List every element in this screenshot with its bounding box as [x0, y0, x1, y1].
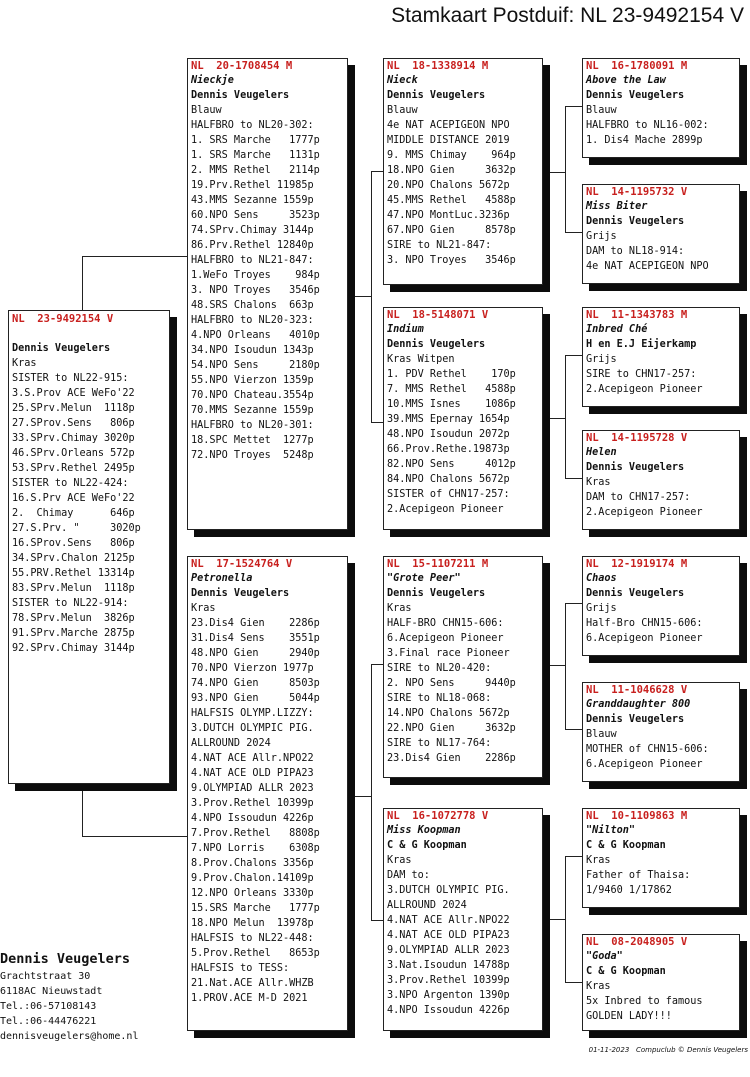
- pedigree-line: 84.NPO Chalons 5672p: [387, 474, 510, 485]
- pedigree-line: 33.SPrv.Chimay 3020p: [12, 433, 135, 444]
- owner-name: Dennis Veugelers: [191, 90, 290, 101]
- name-spacer: [12, 326, 166, 341]
- connector-line: [371, 920, 383, 921]
- pedigree-line: 82.NPO Sens 4012p: [387, 459, 516, 470]
- pedigree-line: Blauw: [586, 105, 617, 116]
- pedigree-line: 5.Prov.Rethel 8653p: [191, 948, 320, 959]
- pedigree-line: 3. NPO Troyes 3546p: [387, 255, 516, 266]
- pedigree-line: HALFSIS to TESS:: [191, 963, 290, 974]
- pedigree-line: Father of Thaisa:: [586, 870, 691, 881]
- connector-line: [543, 418, 565, 419]
- connector-line: [371, 171, 383, 172]
- pigeon-name: Miss Biter: [586, 201, 648, 212]
- pedigree-line: 25.SPrv.Melun 1118p: [12, 403, 135, 414]
- connector-line: [347, 296, 371, 297]
- pedigree-line: 70.MMS Sezanne 1559p: [191, 405, 314, 416]
- pedigree-line: 2. NPO Sens 9440p: [387, 678, 516, 689]
- connector-line: [565, 478, 582, 479]
- owner-name: H en E.J Eijerkamp: [586, 339, 697, 350]
- pigeon-card-mff[interactable]: [582, 556, 740, 656]
- owner-name: Dennis Veugelers: [586, 714, 685, 725]
- owner-name: Dennis Veugelers: [387, 90, 486, 101]
- pedigree-line: Kras: [387, 603, 412, 614]
- breeder-street: Grachtstraat 30: [0, 971, 91, 982]
- pedigree-line: 2. Chimay 646p: [12, 508, 135, 519]
- pedigree-line: HALFBRO to NL20-302:: [191, 120, 314, 131]
- pedigree-line: Grijs: [586, 354, 617, 365]
- connector-line: [543, 665, 565, 666]
- owner-name: Dennis Veugelers: [586, 588, 685, 599]
- pedigree-line: 18.NPO Melun 13978p: [191, 918, 314, 929]
- pedigree-line: 45.MMS Rethel 4588p: [387, 195, 516, 206]
- connector-line: [543, 172, 565, 173]
- pedigree-line: 1. SRS Marche 1777p: [191, 135, 320, 146]
- pigeon-name: "Nilton": [586, 825, 636, 836]
- connector-line: [565, 106, 582, 107]
- breeder-name: Dennis Veugelers: [0, 951, 131, 967]
- pedigree-line: SIRE to NL21-847:: [387, 240, 492, 251]
- pedigree-line: 70.NPO Vierzon 1977p: [191, 663, 314, 674]
- pedigree-line: 2. MMS Rethel 2114p: [191, 165, 320, 176]
- pedigree-line: 46.SPrv.Orleans 572p: [12, 448, 135, 459]
- pedigree-line: Half-Bro CHN15-606:: [586, 618, 703, 629]
- pedigree-line: 1.PROV.ACE M-D 2021: [191, 993, 308, 1004]
- pedigree-line: 60.NPO Sens 3523p: [191, 210, 320, 221]
- pedigree-line: HALFSIS to NL22-448:: [191, 933, 314, 944]
- owner-name: Dennis Veugelers: [387, 339, 486, 350]
- pedigree-line: 1. PDV Rethel 170p: [387, 369, 516, 380]
- pedigree-line: 10.MMS Isnes 1086p: [387, 399, 516, 410]
- pedigree-line: HALFBRO to NL20-301:: [191, 420, 314, 431]
- pedigree-line: 3.DUTCH OLYMPIC PIG.: [387, 885, 510, 896]
- ring-number: NL 17-1524764 V: [191, 558, 293, 570]
- pigeon-card-ffm[interactable]: [582, 184, 740, 284]
- pedigree-line: 2.Acepigeon Pioneer: [387, 504, 504, 515]
- ring-number: NL 11-1046628 V: [586, 684, 688, 696]
- ring-number: NL 23-9492154 V: [12, 313, 114, 325]
- pedigree-line: 6.Acepigeon Pioneer: [586, 759, 703, 770]
- pigeon-card-father-mother[interactable]: [383, 307, 543, 530]
- breeder-city: 6118AC Nieuwstadt: [0, 986, 103, 997]
- ring-number: NL 15-1107211 M: [387, 558, 489, 570]
- connector-line: [565, 603, 566, 730]
- pedigree-line: 4.NPO Issoudun 4226p: [191, 813, 314, 824]
- connector-line: [371, 664, 383, 665]
- page-title: Stamkaart Postduif: NL 23-9492154 V: [391, 4, 744, 27]
- pedigree-line: HALF-BRO CHN15-606:: [387, 618, 504, 629]
- connector-line: [371, 171, 372, 423]
- pedigree-line: 4.NPO Issoudun 4226p: [387, 1005, 510, 1016]
- breeder-phone-1: Tel.:06-57108143: [0, 1001, 97, 1012]
- ring-number: NL 16-1072778 V: [387, 810, 489, 822]
- pedigree-line: 4.NPO Orleans 4010p: [191, 330, 320, 341]
- pedigree-line: 4e NAT ACEPIGEON NPO: [387, 120, 510, 131]
- pedigree-line: 93.NPO Gien 5044p: [191, 693, 320, 704]
- pedigree-line: Grijs: [586, 231, 617, 242]
- pedigree-line: 7.NPO Lorris 6308p: [191, 843, 320, 854]
- owner-name: Dennis Veugelers: [191, 588, 290, 599]
- pigeon-name: Nieckje: [191, 75, 234, 86]
- pedigree-line: Kras Witpen: [387, 354, 455, 365]
- pedigree-line: 5x Inbred to famous: [586, 996, 703, 1007]
- connector-line: [565, 355, 566, 479]
- connector-line: [371, 422, 383, 423]
- pedigree-line: 67.NPO Gien 8578p: [387, 225, 516, 236]
- pedigree-line: ALLROUND 2024: [387, 900, 467, 911]
- pedigree-line: HALFSIS OLYMP.LIZZY:: [191, 708, 314, 719]
- ring-number: NL 10-1109863 M: [586, 810, 688, 822]
- pedigree-line: 92.SPrv.Chimay 3144p: [12, 643, 135, 654]
- connector-line: [565, 355, 582, 356]
- owner-name: Dennis Veugelers: [586, 90, 685, 101]
- pedigree-line: 23.Dis4 Gien 2286p: [191, 618, 320, 629]
- pigeon-card-father[interactable]: [187, 58, 348, 530]
- pigeon-name: Granddaughter 800: [586, 699, 691, 710]
- pigeon-name: Indium: [387, 324, 424, 335]
- pedigree-line: 27.S.Prv. " 3020p: [12, 523, 141, 534]
- connector-line: [565, 856, 582, 857]
- pigeon-card-mmf[interactable]: [582, 808, 740, 908]
- connector-line: [82, 256, 83, 310]
- pedigree-line: SIRE to NL17-764:: [387, 738, 492, 749]
- pedigree-line: 3.DUTCH OLYMPIC PIG.: [191, 723, 314, 734]
- pigeon-card-father-father[interactable]: [383, 58, 543, 285]
- pedigree-line: 18.NPO Gien 3632p: [387, 165, 516, 176]
- pedigree-line: 6.Acepigeon Pioneer: [586, 633, 703, 644]
- pedigree-line: 3.Final race Pioneer: [387, 648, 510, 659]
- pedigree-line: SISTER to NL22-424:: [12, 478, 129, 489]
- owner-name: Dennis Veugelers: [12, 343, 111, 354]
- pedigree-line: 3. NPO Troyes 3546p: [191, 285, 320, 296]
- pedigree-line: 23.Dis4 Gien 2286p: [387, 753, 516, 764]
- pedigree-line: 39.MMS Epernay 1654p: [387, 414, 510, 425]
- pigeon-card-mfm[interactable]: [582, 682, 740, 782]
- connector-line: [371, 664, 372, 921]
- pedigree-line: 3.Nat.Isoudun 14788p: [387, 960, 510, 971]
- ring-number: NL 14-1195728 V: [586, 432, 688, 444]
- pedigree-line: 2.Acepigeon Pioneer: [586, 384, 703, 395]
- owner-name: Dennis Veugelers: [586, 462, 685, 473]
- pedigree-line: 54.NPO Sens 2180p: [191, 360, 320, 371]
- pedigree-line: 34.NPO Isoudun 1343p: [191, 345, 314, 356]
- pedigree-line: 15.SRS Marche 1777p: [191, 903, 320, 914]
- pedigree-line: 83.SPrv.Melun 1118p: [12, 583, 135, 594]
- pedigree-line: DAM to CHN17-257:: [586, 492, 691, 503]
- pedigree-line: Kras: [586, 981, 611, 992]
- pedigree-line: 9.Prov.Chalon.14109p: [191, 873, 314, 884]
- pigeon-card-fmf[interactable]: [582, 307, 740, 407]
- ring-number: NL 12-1919174 M: [586, 558, 688, 570]
- owner-name: Dennis Veugelers: [387, 588, 486, 599]
- pigeon-name: Miss Koopman: [387, 825, 461, 836]
- connector-line: [347, 796, 371, 797]
- pedigree-line: Kras: [586, 477, 611, 488]
- pedigree-line: 91.SPrv.Marche 2875p: [12, 628, 135, 639]
- owner-name: C & G Koopman: [387, 840, 467, 851]
- pedigree-line: Kras: [586, 855, 611, 866]
- connector-line: [543, 919, 565, 920]
- pigeon-card-mmm[interactable]: [582, 934, 740, 1031]
- pedigree-line: 86.Prv.Rethel 12840p: [191, 240, 314, 251]
- pedigree-line: 16.S.Prv ACE WeFo'22: [12, 493, 135, 504]
- pigeon-name: Above the Law: [586, 75, 666, 86]
- pedigree-line: SISTER of CHN17-257:: [387, 489, 510, 500]
- pigeon-name: Nieck: [387, 75, 418, 86]
- pedigree-line: ALLROUND 2024: [191, 738, 271, 749]
- pedigree-line: 9.OLYMPIAD ALLR 2023: [387, 945, 510, 956]
- ring-number: NL 18-5148071 V: [387, 309, 489, 321]
- connector-line: [82, 256, 188, 257]
- pedigree-line: 48.NPO Isoudun 2072p: [387, 429, 510, 440]
- ring-number: NL 18-1338914 M: [387, 60, 489, 72]
- pigeon-name: Petronella: [191, 573, 253, 584]
- pedigree-line: MIDDLE DISTANCE 2019: [387, 135, 510, 146]
- pedigree-line: 53.SPrv.Rethel 2495p: [12, 463, 135, 474]
- pigeon-name: Inbred Ché: [586, 324, 648, 335]
- pedigree-line: DAM to:: [387, 870, 430, 881]
- pedigree-line: 31.Dis4 Sens 3551p: [191, 633, 320, 644]
- pedigree-line: 74.SPrv.Chimay 3144p: [191, 225, 314, 236]
- pedigree-line: SISTER to NL22-914:: [12, 598, 129, 609]
- pedigree-line: 22.NPO Gien 3632p: [387, 723, 516, 734]
- pedigree-line: 18.SPC Mettet 1277p: [191, 435, 314, 446]
- pigeon-name: "Goda": [586, 951, 623, 962]
- pedigree-line: 4.NAT ACE Allr.NPO22: [387, 915, 510, 926]
- pigeon-card-mother-father[interactable]: [383, 556, 543, 778]
- pigeon-card-mother-mother[interactable]: [383, 808, 543, 1031]
- pigeon-card-subject[interactable]: [8, 310, 170, 784]
- pedigree-line: 72.NPO Troyes 5248p: [191, 450, 314, 461]
- pedigree-line: 16.SProv.Sens 806p: [12, 538, 135, 549]
- connector-line: [565, 106, 566, 233]
- pedigree-line: 66.Prov.Rethe.19873p: [387, 444, 510, 455]
- pedigree-line: MOTHER of CHN15-606:: [586, 744, 709, 755]
- ring-number: NL 11-1343783 M: [586, 309, 688, 321]
- connector-line: [565, 729, 582, 730]
- pigeon-name: Helen: [586, 447, 617, 458]
- pedigree-line: Blauw: [191, 105, 222, 116]
- pedigree-line: 4e NAT ACEPIGEON NPO: [586, 261, 709, 272]
- pedigree-line: 27.SProv.Sens 806p: [12, 418, 135, 429]
- pedigree-line: HALFBRO to NL20-323:: [191, 315, 314, 326]
- pedigree-line: 12.NPO Orleans 3330p: [191, 888, 314, 899]
- pedigree-line: 74.NPO Gien 8503p: [191, 678, 320, 689]
- breeder-phone-2: Tel.:06-44476221: [0, 1016, 97, 1027]
- pedigree-line: 1.WeFo Troyes 984p: [191, 270, 320, 281]
- pedigree-line: Blauw: [586, 729, 617, 740]
- pigeon-card-fff[interactable]: [582, 58, 740, 158]
- pedigree-line: 34.SPrv.Chalon 2125p: [12, 553, 135, 564]
- pedigree-line: 3.S.Prov ACE WeFo'22: [12, 388, 135, 399]
- pedigree-line: 3.Prov.Rethel 10399p: [387, 975, 510, 986]
- pedigree-line: 1. SRS Marche 1131p: [191, 150, 320, 161]
- pedigree-line: GOLDEN LADY!!!: [586, 1011, 672, 1022]
- pigeon-card-fmm[interactable]: [582, 430, 740, 530]
- pedigree-line: 1/9460 1/17862: [586, 885, 672, 896]
- pedigree-line: SIRE to CHN17-257:: [586, 369, 697, 380]
- pedigree-line: Kras: [191, 603, 216, 614]
- pedigree-line: 6.Acepigeon Pioneer: [387, 633, 504, 644]
- ring-number: NL 16-1780091 M: [586, 60, 688, 72]
- pedigree-line: 8.Prov.Chalons 3356p: [191, 858, 314, 869]
- pedigree-line: 7. MMS Rethel 4588p: [387, 384, 516, 395]
- pedigree-line: 19.Prv.Rethel 11985p: [191, 180, 314, 191]
- pedigree-line: 70.NPO Chateau.3554p: [191, 390, 314, 401]
- pedigree-line: 14.NPO Chalons 5672p: [387, 708, 510, 719]
- pedigree-line: SIRE to NL20-420:: [387, 663, 492, 674]
- pedigree-line: Kras: [12, 358, 37, 369]
- pedigree-line: SISTER to NL22-915:: [12, 373, 129, 384]
- pedigree-line: 47.NPO MontLuc.3236p: [387, 210, 510, 221]
- ring-number: NL 14-1195732 V: [586, 186, 688, 198]
- connector-line: [565, 982, 582, 983]
- pedigree-line: Blauw: [387, 105, 418, 116]
- connector-line: [82, 836, 188, 837]
- pedigree-line: 2.Acepigeon Pioneer: [586, 507, 703, 518]
- owner-name: C & G Koopman: [586, 966, 666, 977]
- owner-name: Dennis Veugelers: [586, 216, 685, 227]
- connector-line: [565, 232, 582, 233]
- connector-line: [565, 603, 582, 604]
- pigeon-name: Chaos: [586, 573, 617, 584]
- pigeon-name: "Grote Peer": [387, 573, 461, 584]
- owner-name: C & G Koopman: [586, 840, 666, 851]
- pedigree-line: 3.Prov.Rethel 10399p: [191, 798, 314, 809]
- pedigree-line: 9.OLYMPIAD ALLR 2023: [191, 783, 314, 794]
- pedigree-line: 43.MMS Sezanne 1559p: [191, 195, 314, 206]
- pedigree-line: 4.NAT ACE OLD PIPA23: [191, 768, 314, 779]
- breeder-info: [0, 950, 138, 1044]
- footer-credit: 01-11-2023 Compuclub © Dennis Veugelers: [588, 1046, 748, 1054]
- connector-line: [565, 856, 566, 983]
- breeder-email[interactable]: dennisveugelers@home.nl: [0, 1031, 139, 1042]
- pedigree-line: Grijs: [586, 603, 617, 614]
- pedigree-line: 20.NPO Chalons 5672p: [387, 180, 510, 191]
- pedigree-line: HALFBRO to NL21-847:: [191, 255, 314, 266]
- pedigree-line: 55.NPO Vierzon 1359p: [191, 375, 314, 386]
- ring-number: NL 08-2048905 V: [586, 936, 688, 948]
- pedigree-line: 1. Dis4 Mache 2899p: [586, 135, 703, 146]
- pedigree-line: DAM to NL18-914:: [586, 246, 685, 257]
- pedigree-line: HALFBRO to NL16-002:: [586, 120, 709, 131]
- pedigree-line: 9. MMS Chimay 964p: [387, 150, 516, 161]
- pedigree-line: 48.NPO Gien 2940p: [191, 648, 320, 659]
- pedigree-line: 21.Nat.ACE Allr.WHZB: [191, 978, 314, 989]
- pedigree-line: 4.NAT ACE OLD PIPA23: [387, 930, 510, 941]
- pedigree-line: 3.NPO Argenton 1390p: [387, 990, 510, 1001]
- pedigree-line: Kras: [387, 855, 412, 866]
- pedigree-line: 55.PRV.Rethel 13314p: [12, 568, 135, 579]
- pedigree-line: 78.SPrv.Melun 3826p: [12, 613, 135, 624]
- ring-number: NL 20-1708454 M: [191, 60, 293, 72]
- pedigree-line: 48.SRS Chalons 663p: [191, 300, 314, 311]
- pedigree-line: SIRE to NL18-068:: [387, 693, 492, 704]
- pigeon-card-mother[interactable]: [187, 556, 348, 1031]
- connector-line: [82, 783, 83, 837]
- pedigree-line: 4.NAT ACE Allr.NPO22: [191, 753, 314, 764]
- pedigree-line: 7.Prov.Rethel 8808p: [191, 828, 320, 839]
